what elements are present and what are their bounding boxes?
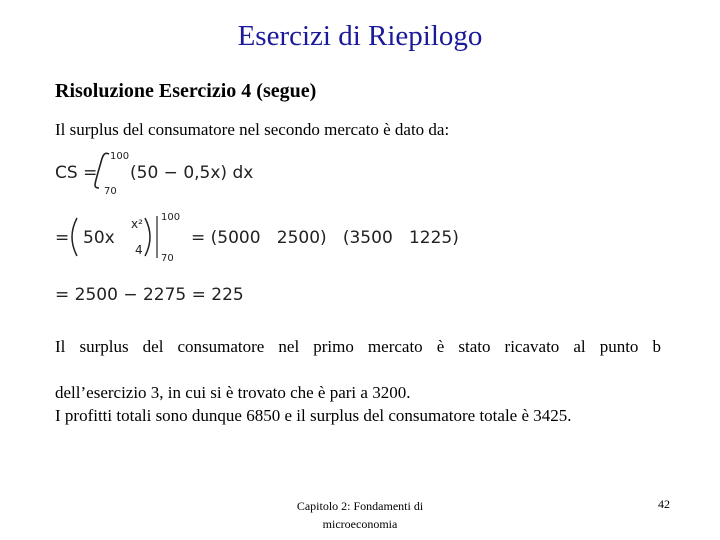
formula-50x: 50x [83, 228, 115, 248]
footer-chapter [270, 497, 450, 533]
integral-lower-limit: 70 [104, 186, 117, 197]
slide-title: Esercizi di Riepilogo [237, 20, 483, 52]
formula-cs-label: CS = [55, 163, 98, 183]
formula-open-paren [72, 218, 77, 256]
evaluation-upper-limit: 100 [161, 212, 181, 223]
intro-text: Il surplus del consumatore nel secondo mercato è dato da: [55, 120, 450, 139]
consumer-surplus-formula [55, 148, 475, 322]
formula-equals: = [55, 228, 70, 248]
page-number: 42 [658, 497, 670, 511]
paragraph-line-1: Il surplus del consumatore nel primo mercato è stato ricavato al punto b [55, 337, 661, 356]
paragraph-line-3: I profitti totali sono dunque 6850 e il surplus del consumatore totale è 3425. [55, 406, 572, 425]
formula-close-paren [145, 218, 150, 256]
integral-upper-limit: 100 [110, 151, 130, 162]
footer-line-2: microeconomia [322, 517, 398, 531]
formula-denominator: 4 [135, 243, 143, 257]
formula-x-squared: x² [131, 217, 143, 231]
section-heading: Risoluzione Esercizio 4 (segue) [55, 80, 317, 102]
paragraph-continuation [55, 381, 572, 427]
formula-result: = 2500 − 2275 = 225 [55, 285, 244, 305]
paragraph-line-2: dell’esercizio 3, in cui si è trovato che è pari a 3200. [55, 383, 411, 402]
formula-graphic [55, 148, 475, 318]
formula-integrand: (50 − 0,5x) dx [130, 163, 254, 183]
evaluation-lower-limit: 70 [161, 253, 174, 264]
footer-line-1: Capitolo 2: Fondamenti di [296, 499, 424, 513]
formula-evaluation: = (5000 2500) (3500 1225) [191, 228, 459, 248]
